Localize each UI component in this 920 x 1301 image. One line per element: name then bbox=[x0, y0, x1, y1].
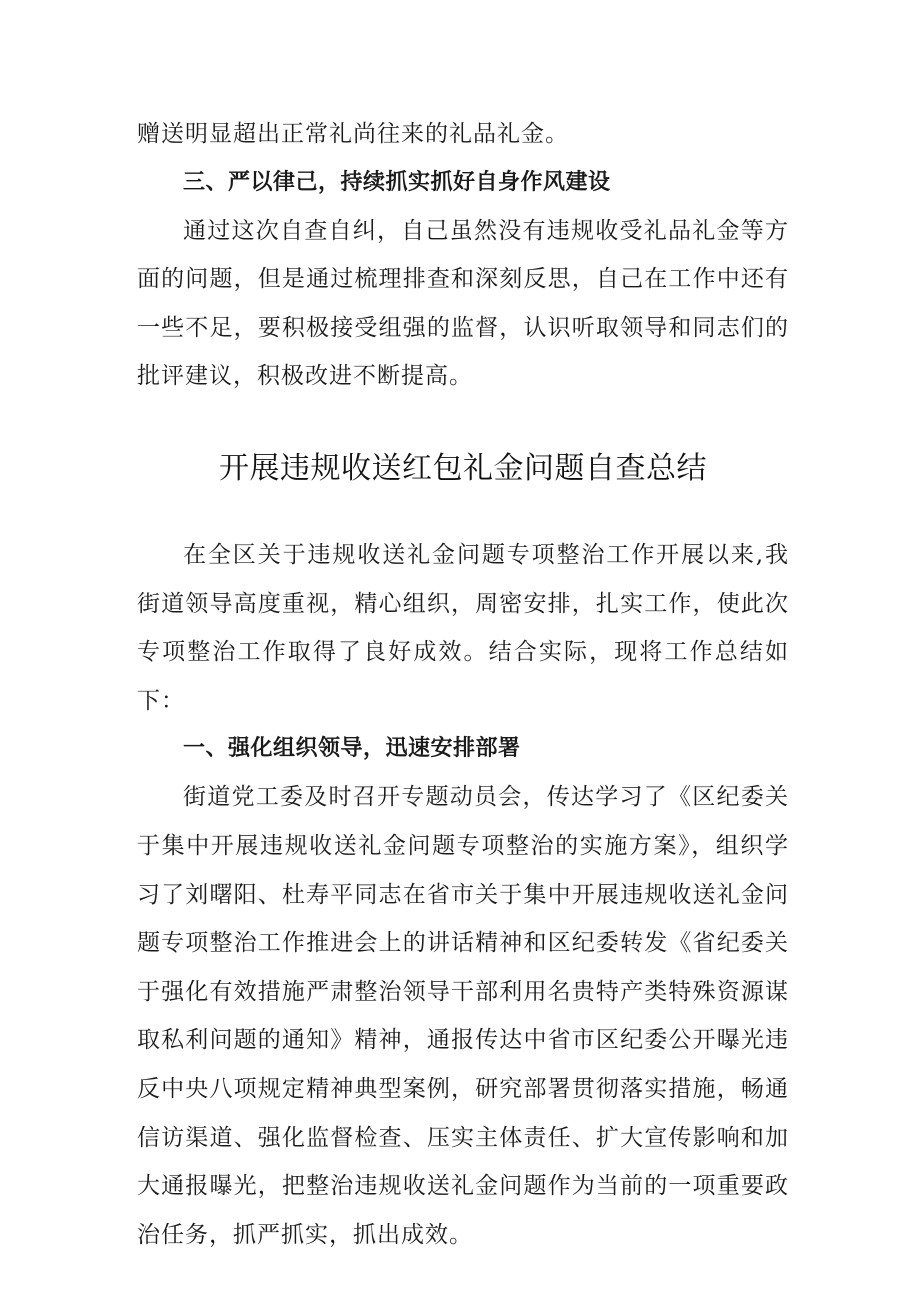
section-three-heading: 三、严以律己，持续抓实抓好自身作风建设 bbox=[183, 169, 611, 195]
continuation-paragraph: 赠送明显超出正常礼尚往来的礼品礼金。 bbox=[137, 121, 569, 147]
intro-paragraph: 在全区关于违规收送礼金问题专项整治工作开展以来,我街道领导高度重视，精心组织，周密安排，扎实工作，使此次专项整治工作取得了良好成效。结合实际，现将工作总结如下： bbox=[137, 541, 789, 714]
document-body bbox=[137, 110, 789, 1259]
section-one-heading: 一、强化组织领导，迅速安排部署 bbox=[183, 736, 521, 762]
document-title: 开展违规收送红包礼金问题自查总结 bbox=[219, 450, 707, 486]
section-one-paragraph: 街道党工委及时召开专题动员会，传达学习了《区纪委关于集中开展违规收送礼金问题专项整治的实施方案》，组织学习了刘曙阳、杜寿平同志在省市关于集中开展违规收送礼金问题专项整治工作推进会上的讲话精神和区纪委转发《省纪委关于强化有效措施严肃整治领导干部利用名贵特产类特殊资源谋取私利问题的通知》精神，通报传达中省市区纪委公开曝光违反中央八项规定精神典型案例，研究部署贯彻落实措施，畅通信访渠道、强化监督检查、压实主体责任、扩大宣传影响和加大通报曝光，把整治违规收送礼金问题作为当前的一项重要政治任务，抓严抓实，抓出成效。 bbox=[137, 784, 789, 1248]
section-three-paragraph: 通过这次自查自纠，自己虽然没有违规收受礼品礼金等方面的问题，但是通过梳理排查和深刻反思，自己在工作中还有一些不足，要积极接受组强的监督，认识听取领导和同志们的批评建议，积极改进不断提高。 bbox=[137, 217, 789, 390]
